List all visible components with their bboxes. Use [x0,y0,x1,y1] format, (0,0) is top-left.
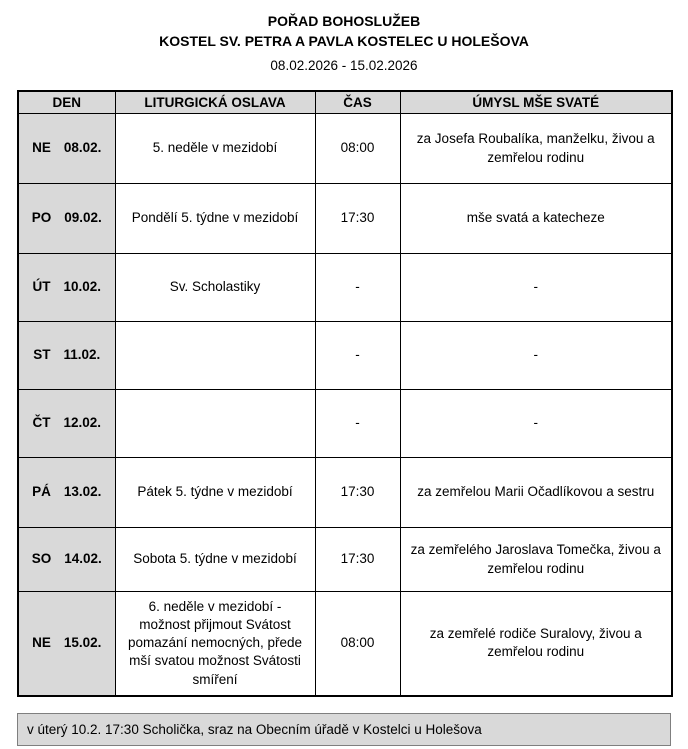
intention-cell: za zemřelého Jaroslava Tomečka, živou a zemřelou rodinu [400,528,672,592]
column-header-cas: ČAS [315,91,400,114]
day-date: 15.02. [63,635,102,651]
day-abbr: PÁ [32,484,51,500]
time-cell: 08:00 [315,592,400,696]
table-row [18,528,672,592]
table-row [18,184,672,254]
church-name: KOSTEL SV. PETRA A PAVLA KOSTELEC U HOLEŠOVA [159,32,529,49]
intention-cell: mše svatá a katecheze [400,184,672,254]
day-cell [18,114,115,184]
celebration-cell: Pondělí 5. týdne v mezidobí [115,184,315,254]
day-date: 12.02. [63,415,102,431]
intention-cell: za zemřelou Marii Očadlíkovou a sestru [400,458,672,528]
day-date: 09.02. [64,210,102,226]
intention-cell: za zemřelé rodiče Suralovy, živou a zemřelou rodinu [400,592,672,696]
time-cell: 08:00 [315,114,400,184]
day-cell [18,528,115,592]
day-abbr: SO [31,551,52,567]
schedule-table [17,90,673,697]
time-cell: 17:30 [315,528,400,592]
day-abbr: PO [31,210,52,226]
day-cell [18,184,115,254]
day-abbr: ČT [32,415,51,431]
time-cell: 17:30 [315,184,400,254]
day-cell [18,322,115,390]
table-row [18,114,672,184]
day-date: 08.02. [63,140,102,156]
day-abbr: NE [32,140,51,156]
column-header-umysl: ÚMYSL MŠE SVATÉ [400,91,672,114]
table-row [18,390,672,458]
day-date: 11.02. [63,347,101,363]
time-cell: - [315,254,400,322]
table-row [18,254,672,322]
celebration-cell: Pátek 5. týdne v mezidobí [115,458,315,528]
celebration-cell [115,390,315,458]
day-abbr: NE [32,635,51,651]
day-cell [18,390,115,458]
table-row [18,322,672,390]
table-row [18,458,672,528]
celebration-cell [115,322,315,390]
celebration-cell: Sv. Scholastiky [115,254,315,322]
intention-cell: za Josefa Roubalíka, manželku, živou a zemřelou rodinu [400,114,672,184]
column-header-den: DEN [18,91,115,114]
celebration-cell: Sobota 5. týdne v mezidobí [115,528,315,592]
day-cell [18,254,115,322]
day-abbr: ÚT [32,279,51,295]
time-cell: - [315,390,400,458]
time-cell: - [315,322,400,390]
intention-cell: - [400,390,672,458]
table-header-row [18,91,672,114]
time-cell: 17:30 [315,458,400,528]
day-abbr: ST [33,347,51,363]
footer-note: v úterý 10.2. 17:30 Scholička, sraz na Obecním úřadě v Kostelci u Holešova [17,713,671,746]
document-header [17,12,671,76]
table-row [18,592,672,696]
column-header-liturgicka-oslava: LITURGICKÁ OSLAVA [115,91,315,114]
celebration-cell: 6. neděle v mezidobí - možnost přijmout Svátost pomazání nemocných, přede mší svatou možnost Svátosti smíření [115,592,315,696]
day-cell [18,592,115,696]
date-range: 08.02.2026 - 15.02.2026 [270,58,418,74]
celebration-cell: 5. neděle v mezidobí [115,114,315,184]
day-date: 14.02. [64,551,102,567]
day-date: 13.02. [63,484,102,500]
day-cell [18,458,115,528]
intention-cell: - [400,322,672,390]
document-title: POŘAD BOHOSLUŽEB [267,13,421,29]
intention-cell: - [400,254,672,322]
day-date: 10.02. [63,279,102,295]
